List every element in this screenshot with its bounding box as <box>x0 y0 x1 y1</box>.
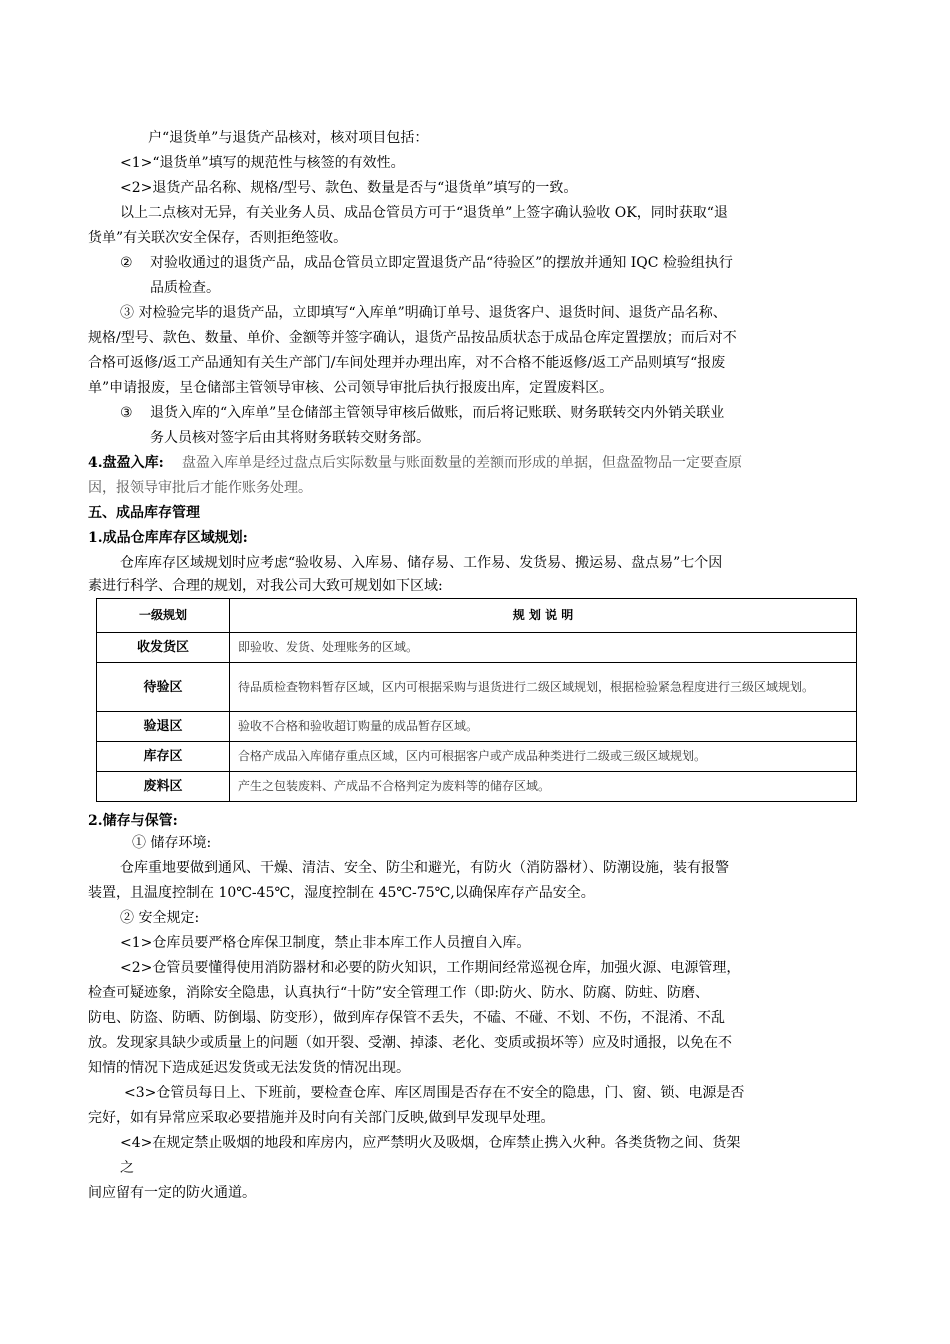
paragraph-line: 防电、防盗、防晒、防倒塌、防变形），做到库存保管不丢失，不磕、不碰、不划、不伤，不混淆、不乱 <box>88 1010 725 1026</box>
paragraph-line: 完好，如有异常应采取必要措施并及时向有关部门反映,做到早发现早处理。 <box>88 1110 555 1126</box>
paragraph-line: 仓库重地要做到通风、干燥、清洁、安全、防尘和避光，有防火（消防器材）、防潮设施，装有报警 <box>120 860 729 876</box>
table-cell-zone: 收发货区 <box>97 633 230 663</box>
paragraph-line: 素进行科学、合理的规划，对我公司大致可规划如下区域: <box>88 578 443 594</box>
table-row <box>97 772 857 802</box>
table-header-desc: 规 划 说 明 <box>230 599 857 633</box>
paragraph-line: 退货入库的“入库单”呈仓储部主管领导审核后做账，而后将记账联、财务联转交内外销关联业 <box>150 405 725 421</box>
paragraph-line: 放。发现家具缺少或质量上的问题（如开裂、受潮、掉漆、老化、变质或损坏等）应及时通报，以免在不 <box>88 1035 732 1051</box>
paragraph-line: <1>仓库员要严格仓库保卫制度，禁止非本库工作人员擅自入库。 <box>120 935 531 951</box>
paragraph-line: 间应留有一定的防火通道。 <box>88 1185 256 1201</box>
table-header-level: 一级规划 <box>97 599 230 633</box>
section-heading: 2.储存与保管: <box>88 813 178 829</box>
table-cell-zone: 库存区 <box>97 742 230 772</box>
chapter-heading: 五、成品库存管理 <box>88 505 200 521</box>
paragraph-line: 装置，且温度控制在 10℃-45℃，湿度控制在 45℃-75℃,以确保库存产品安全。 <box>88 885 595 901</box>
table-header-row <box>97 599 857 633</box>
table-row <box>97 633 857 663</box>
paragraph-line: <4>在规定禁止吸烟的地段和库房内，应严禁明火及吸烟，仓库禁止携入火种。各类货物之间、货架 <box>120 1135 741 1151</box>
paragraph-line: 仓库库存区域规划时应考虑“验收易、入库易、储存易、工作易、发货易、搬运易、盘点易”七个因 <box>120 555 723 571</box>
paragraph-line: <2>退货产品名称、规格/型号、款色、数量是否与“退货单”填写的一致。 <box>120 180 578 196</box>
table-row <box>97 663 857 712</box>
subsection-heading: ① 储存环境: <box>132 835 212 851</box>
table-cell-desc: 产生之包装废料、产成品不合格判定为废料等的储存区域。 <box>230 772 857 802</box>
section-heading: 4.盘盈入库: <box>88 455 164 471</box>
paragraph-line: 规格/型号、款色、数量、单价、金额等并签字确认，退货产品按品质状态于成品仓库定置摆放；而后对不 <box>88 330 737 346</box>
table-cell-desc: 待品质检查物料暂存区域，区内可根据采购与退货进行二级区域规划，根据检验紧急程度进行三级区域规划。 <box>230 663 857 712</box>
paragraph-line: 户“退货单”与退货产品核对，核对项目包括： <box>148 130 429 146</box>
subsection-heading: ② 安全规定: <box>120 910 200 926</box>
table-row <box>97 742 857 772</box>
table-cell-zone: 废料区 <box>97 772 230 802</box>
paragraph-line: ③ 对检验完毕的退货产品，立即填写“入库单”明确订单号、退货客户、退货时间、退货产品名称、 <box>120 305 727 321</box>
table-cell-desc: 验收不合格和验收超订购量的成品暂存区域。 <box>230 712 857 742</box>
paragraph-line: 品质检查。 <box>150 280 220 296</box>
paragraph-line: 之 <box>120 1160 134 1176</box>
paragraph-line: 检查可疑迹象，消除安全隐患，认真执行“十防”安全管理工作（即:防火、防水、防腐、防蛀、防磨、 <box>88 985 710 1001</box>
paragraph-line: 务人员核对签字后由其将财务联转交财务部。 <box>150 430 430 446</box>
paragraph-line: 以上二点核对无异，有关业务人员、成品仓管员方可于“退货单”上签字确认验收 OK，同时获取“退 <box>120 205 728 221</box>
zone-plan-table <box>96 598 857 802</box>
paragraph-line: <1>“退货单”填写的规范性与核签的有效性。 <box>120 155 405 171</box>
paragraph-line: 合格可返修/返工产品通知有关生产部门/车间处理并办理出库，对不合格不能返修/返工产品则填写“报废 <box>88 355 726 371</box>
paragraph-line: 单”申请报废，呈仓储部主管领导审核、公司领导审批后执行报废出库，定置废料区。 <box>88 380 614 396</box>
table-cell-desc: 合格产成品入库储存重点区域，区内可根据客户或产成品种类进行二级或三级区域规划。 <box>230 742 857 772</box>
list-marker: ③ <box>120 405 133 421</box>
list-marker: ② <box>120 255 133 271</box>
table-row <box>97 712 857 742</box>
paragraph-line: <2>仓管员要懂得使用消防器材和必要的防火知识，工作期间经常巡视仓库，加强火源、电源管理， <box>120 960 741 976</box>
paragraph-line: 盘盈入库单是经过盘点后实际数量与账面数量的差额而形成的单据，但盘盈物品一定要查原 <box>182 455 742 471</box>
section-heading: 1.成品仓库库存区域规划: <box>88 530 248 546</box>
paragraph-line: 对验收通过的退货产品，成品仓管员立即定置退货产品“待验区”的摆放并通知 IQC 检验组执行 <box>150 255 733 271</box>
paragraph-line: 货单”有关联次安全保存，否则拒绝签收。 <box>88 230 348 246</box>
paragraph-line: 知情的情况下造成延迟发货或无法发货的情况出现。 <box>88 1060 410 1076</box>
paragraph-line: <3>仓管员每日上、下班前，要检查仓库、库区周围是否存在不安全的隐患，门、窗、锁、电源是否 <box>124 1085 745 1101</box>
table-cell-zone: 待验区 <box>97 663 230 712</box>
paragraph-line: 因，报领导审批后才能作账务处理。 <box>88 480 312 496</box>
table-cell-desc: 即验收、发货、处理账务的区域。 <box>230 633 857 663</box>
table-cell-zone: 验退区 <box>97 712 230 742</box>
